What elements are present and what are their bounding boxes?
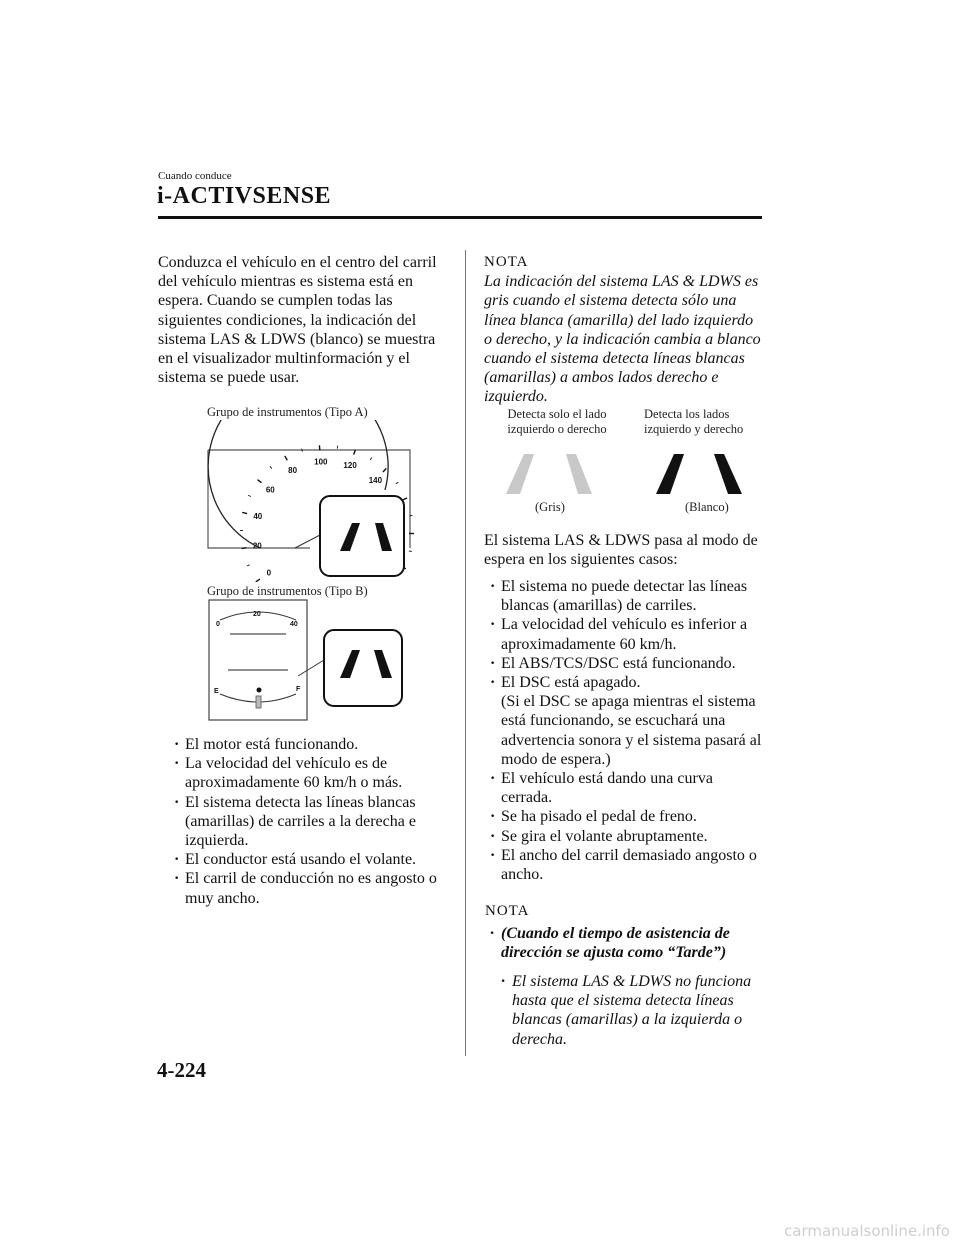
white-lane-right-icon bbox=[714, 454, 742, 494]
callout-box-a bbox=[320, 496, 404, 576]
white-lane-left-icon bbox=[656, 454, 684, 494]
note2-sub-block bbox=[497, 972, 765, 1049]
white-label: (Blanco) bbox=[685, 500, 729, 514]
page-number: 4-224 bbox=[157, 1058, 206, 1082]
note2-item: · (Cuando el tiempo de asistencia de dirección se ajusta como “Tarde”) bbox=[486, 924, 766, 962]
fig-white-caption-line1: Detecta los lados bbox=[644, 407, 730, 421]
standby-item: · El sistema no puede detectar las líneas blancas (amarillas) de carriles. bbox=[486, 577, 766, 615]
note2-subitem: · El sistema LAS & LDWS no funciona hasta que el sistema detecta líneas blancas (amarillas) a la izquierda o derecha. bbox=[497, 972, 765, 1049]
cluster-type-a-illustration bbox=[200, 420, 420, 582]
speedo-tick bbox=[258, 480, 262, 483]
note2-heading: NOTA bbox=[485, 903, 530, 919]
fig-white-caption bbox=[644, 407, 762, 437]
fig-gray-caption bbox=[498, 407, 616, 437]
condition-item: · El sistema detecta las líneas blancas (amarillas) de carriles a la derecha e izquierda. bbox=[170, 793, 452, 851]
standby-block bbox=[484, 531, 766, 569]
speedo-label: 100 bbox=[314, 457, 328, 467]
standby-item: · El vehículo está dando una curva cerrada. bbox=[486, 769, 766, 807]
standby-item: · El ancho del carril demasiado angosto o ancho. bbox=[486, 846, 766, 884]
fuel-pump-icon bbox=[257, 688, 262, 693]
speedo-tick bbox=[402, 498, 407, 500]
gauge-b-label-e: E bbox=[214, 688, 219, 695]
speedo-label: 0 bbox=[266, 568, 272, 578]
standby-cases-block bbox=[486, 577, 766, 884]
speedo-label: 40 bbox=[253, 512, 263, 522]
speedo-tick bbox=[383, 468, 386, 472]
standby-item: · El ABS/TCS/DSC está funcionando. bbox=[486, 654, 766, 673]
speedo-tick bbox=[247, 565, 250, 566]
gauge-b-label-f: F bbox=[296, 686, 301, 693]
gray-indicator-illustration bbox=[500, 448, 610, 498]
header-rule bbox=[158, 216, 762, 219]
speedo-label: 20 bbox=[252, 541, 262, 551]
gray-lane-left-icon bbox=[506, 454, 534, 494]
speedo-tick bbox=[370, 457, 372, 460]
standby-intro: El sistema LAS & LDWS pasa al modo de espera en los siguientes casos: bbox=[484, 532, 758, 569]
speedo-tick bbox=[409, 515, 412, 516]
speedo-tick bbox=[285, 456, 287, 460]
note2-block bbox=[486, 924, 766, 962]
standby-item: · Se gira el volante abruptamente. bbox=[486, 827, 766, 846]
standby-item: · Se ha pisado el pedal de freno. bbox=[486, 807, 766, 826]
speedo-tick bbox=[248, 495, 251, 496]
fig-white-caption-line2: izquierdo y derecho bbox=[644, 422, 744, 436]
left-column bbox=[158, 253, 450, 387]
white-indicator-illustration bbox=[650, 448, 760, 498]
speedo-tick bbox=[409, 551, 412, 552]
conditions-list bbox=[170, 735, 452, 908]
watermark: carmanualsonline.info bbox=[784, 1222, 950, 1240]
gauge-b-label-20: 20 bbox=[253, 611, 261, 618]
figure-b-caption: Grupo de instrumentos (Tipo B) bbox=[207, 584, 368, 598]
page-title: i-ACTIVSENSE bbox=[157, 183, 332, 209]
callout-box-b bbox=[324, 630, 402, 706]
figure-a-caption: Grupo de instrumentos (Tipo A) bbox=[207, 405, 368, 419]
note2-sublist bbox=[497, 972, 765, 1049]
speedo-tick bbox=[242, 512, 247, 513]
speedo-tick bbox=[256, 579, 260, 582]
gauge-b-label-40: 40 bbox=[290, 621, 298, 628]
speedo-tick bbox=[396, 482, 398, 484]
intro-paragraph: Conduzca el vehículo en el centro del carril del vehículo mientras es sistema está en espera. Cuando se cumplen todas las siguientes condiciones, la indicación del sistema LAS & LDWS (blanco) se muestra en el visualizador multinformación y el sistema se puede usar. bbox=[158, 254, 437, 387]
standby-item: · La velocidad del vehículo es inferior a aproximadamente 60 km/h. bbox=[486, 615, 766, 653]
conditions-block bbox=[170, 735, 452, 908]
speedo-label: 120 bbox=[343, 460, 357, 470]
column-divider bbox=[465, 250, 466, 1056]
speedo-tick bbox=[302, 449, 303, 452]
section-label: Cuando conduce bbox=[158, 170, 232, 182]
speedo-tick bbox=[270, 466, 272, 468]
standby-item: · El DSC está apagado. (Si el DSC se apaga mientras el sistema está funcionando, se escuchará una advertencia sonora y el sistema pasará al modo de espera.) bbox=[486, 673, 766, 769]
right-column bbox=[484, 253, 764, 407]
condition-item: · El carril de conducción no es angosto o muy ancho. bbox=[170, 869, 452, 907]
gauge-b-label-0: 0 bbox=[216, 621, 220, 628]
cluster-type-b-illustration bbox=[206, 598, 406, 724]
standby-list bbox=[486, 577, 766, 884]
condition-item: · La velocidad del vehículo es de aproximadamente 60 km/h o más. bbox=[170, 754, 452, 792]
gray-label: (Gris) bbox=[535, 500, 565, 514]
condition-item: · El motor está funcionando. bbox=[170, 735, 452, 754]
note-heading: NOTA bbox=[484, 254, 529, 270]
gray-lane-right-icon bbox=[566, 454, 592, 494]
note2-list bbox=[486, 924, 766, 962]
fig-gray-caption-line2: izquierdo o derecho bbox=[507, 422, 607, 436]
speedo-label: 60 bbox=[265, 485, 275, 495]
callout-line-a bbox=[295, 535, 320, 548]
note-text: La indicación del sistema LAS & LDWS es gris cuando el sistema detecta sólo una línea blanca (amarilla) del lado izquierdo o derecho, y la indicación cambia a blanco cuando el sistema detecta líneas blancas (amarillas) a ambos lados derecho e izquierdo. bbox=[484, 273, 761, 406]
fuel-needle bbox=[256, 696, 261, 708]
speedo-label: 80 bbox=[288, 465, 298, 475]
fig-gray-caption-line1: Detecta solo el lado bbox=[507, 407, 607, 421]
condition-item: · El conductor está usando el volante. bbox=[170, 850, 452, 869]
speedo-tick bbox=[242, 548, 247, 549]
speedo-label: 140 bbox=[368, 476, 383, 486]
